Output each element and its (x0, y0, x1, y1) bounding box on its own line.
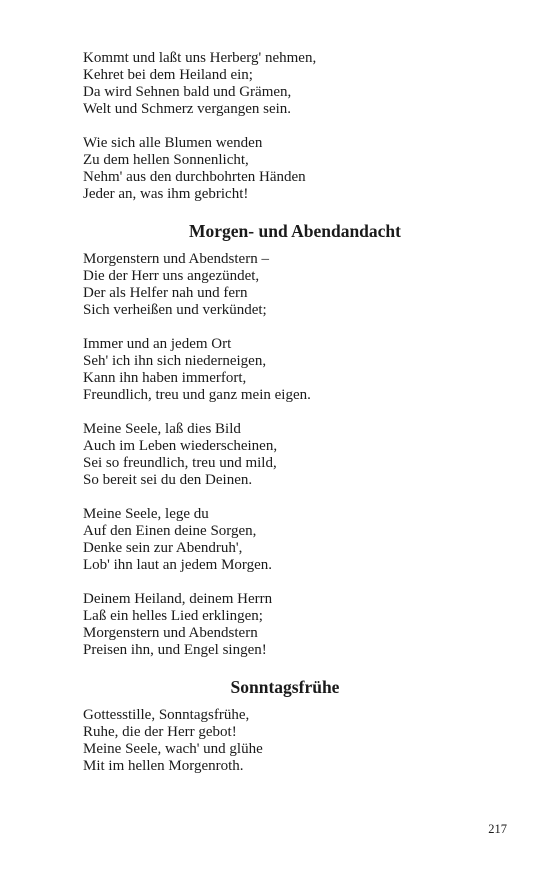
verse-line: Meine Seele, wach' und glühe (83, 741, 263, 757)
verse-line: Mit im hellen Morgenroth. (83, 758, 244, 774)
verse-line: Welt und Schmerz vergangen sein. (83, 101, 292, 117)
stanza (83, 135, 503, 203)
poem-title-text: Morgen- und Abendandacht (189, 221, 401, 241)
verse-line: Kommt und laßt uns Herberg' nehmen, (83, 50, 317, 66)
stanza (83, 591, 503, 659)
poem-title (83, 220, 503, 242)
verse-line: Jeder an, was ihm gebricht! (83, 186, 249, 202)
verse-line: Auf den Einen deine Sorgen, (83, 523, 257, 539)
verse-line: Kehret bei dem Heiland ein; (83, 67, 253, 83)
page-number: 217 (488, 822, 507, 836)
verse-line: Preisen ihn, und Engel singen! (83, 642, 267, 658)
verse-line: Zu dem hellen Sonnenlicht, (83, 152, 249, 168)
verse-line: Deinem Heiland, deinem Herrn (83, 591, 273, 607)
poem-title (83, 676, 503, 698)
verse-line: Der als Helfer nah und fern (83, 285, 248, 301)
verse-line: Freundlich, treu und ganz mein eigen. (83, 387, 311, 403)
verse-line: Ruhe, die der Herr gebot! (83, 724, 237, 740)
verse-line: Denke sein zur Abendruh', (83, 540, 243, 556)
verse-line: Morgenstern und Abendstern (83, 625, 258, 641)
verse-line: Meine Seele, lege du (83, 506, 209, 522)
verse-line: Auch im Leben wiederscheinen, (83, 438, 278, 454)
verse-line: Sei so freundlich, treu und mild, (83, 455, 277, 471)
verse-line: Laß ein helles Lied erklingen; (83, 608, 263, 624)
verse-line: Immer und an jedem Ort (83, 336, 232, 352)
stanza (83, 506, 503, 574)
verse-line: Kann ihn haben immerfort, (83, 370, 247, 386)
verse-line: Morgenstern und Abendstern – (83, 251, 269, 267)
page-body (83, 50, 503, 792)
verse-line: So bereit sei du den Deinen. (83, 472, 253, 488)
verse-line: Lob' ihn laut an jedem Morgen. (83, 557, 273, 573)
verse-line: Wie sich alle Blumen wenden (83, 135, 263, 151)
stanza (83, 50, 503, 118)
verse-line: Da wird Sehnen bald und Grämen, (83, 84, 292, 100)
verse-line: Die der Herr uns angezündet, (83, 268, 260, 284)
stanza (83, 251, 503, 319)
stanza (83, 707, 503, 775)
verse-line: Nehm' aus den durchbohrten Händen (83, 169, 306, 185)
stanza (83, 421, 503, 489)
verse-line: Seh' ich ihn sich niederneigen, (83, 353, 267, 369)
verse-line: Sich verheißen und verkündet; (83, 302, 267, 318)
stanza (83, 336, 503, 404)
verse-line: Meine Seele, laß dies Bild (83, 421, 241, 437)
poem-title-text: Sonntagsfrühe (230, 677, 340, 697)
verse-line: Gottesstille, Sonntagsfrühe, (83, 707, 250, 723)
